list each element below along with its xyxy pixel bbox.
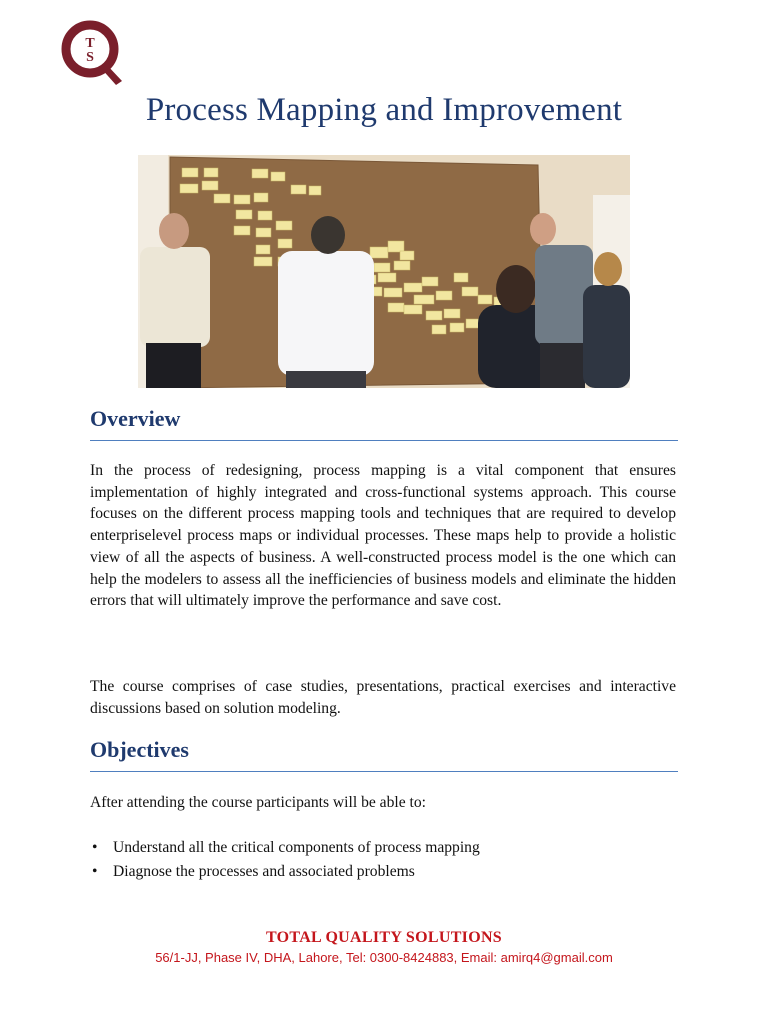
workshop-photo: [138, 155, 630, 388]
company-logo-icon: [60, 17, 124, 87]
footer-company-name: TOTAL QUALITY SOLUTIONS: [265, 929, 502, 946]
list-item-text: Diagnose the processes and associated problems: [113, 863, 415, 880]
footer-contact: 56/1-JJ, Phase IV, DHA, Lahore, Tel: 0300-8424883, Email: amirq4@gmail.com: [155, 950, 613, 965]
overview-paragraph-1: In the process of redesigning, process mapping is a vital component that ensures implementation of highly integrated and cross-functional systems approach. This course focuses on the different process mapping tools and techniques that are required to develop enterpriselevel process maps or individual processes. These maps help to provide a holistic view of all the aspects of business. A well-constructed process model is the one which can help the modelers to assess all the inefficiencies of business models and eliminate the hidden errors that will ultimately improve the performance and save cost.: [90, 462, 676, 610]
objectives-heading: Objectives: [90, 737, 189, 762]
overview-paragraph-2: The course comprises of case studies, presentations, practical exercises and interactive discussions based on solution modeling.: [90, 678, 676, 717]
overview-heading: Overview: [90, 406, 181, 431]
list-item: • Understand all the critical components of process mapping: [92, 839, 480, 856]
objectives-divider: [90, 771, 678, 772]
list-item: • Diagnose the processes and associated problems: [92, 863, 415, 880]
svg-text:S: S: [86, 50, 94, 65]
page-title: Process Mapping and Improvement: [145, 92, 623, 128]
list-item-text: Understand all the critical components of process mapping: [113, 839, 480, 856]
objectives-intro: After attending the course participants will be able to:: [90, 794, 427, 811]
overview-divider: [90, 440, 678, 441]
svg-text:T: T: [85, 36, 95, 51]
objectives-list: [90, 836, 676, 884]
